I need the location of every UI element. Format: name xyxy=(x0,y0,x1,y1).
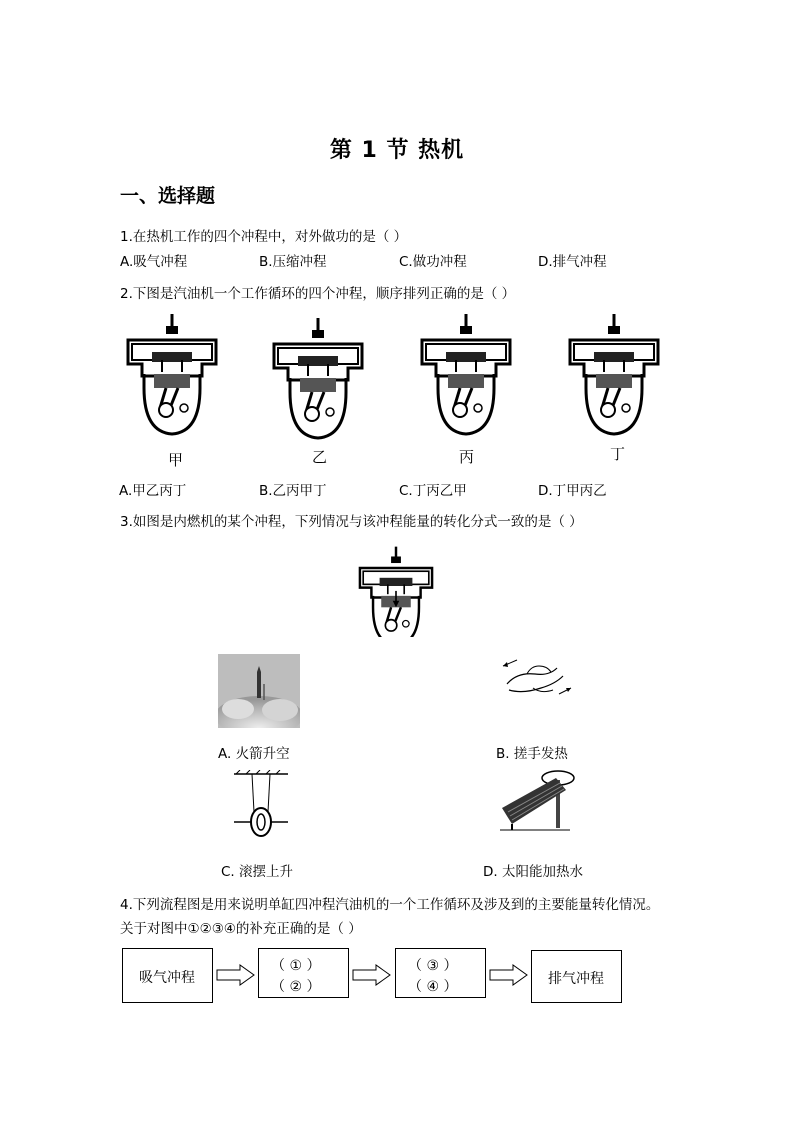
flow-arrow-3 xyxy=(489,964,529,986)
flow-box-3 xyxy=(395,948,486,998)
q1-option-d: D.排气冲程 xyxy=(538,254,607,270)
page-title: 第 1 节 热机 xyxy=(329,138,465,163)
question-4-stem-line1: 4.下列流程图是用来说明单缸四冲程汽油机的一个工作循环及涉及到的主要能量转化情况。 xyxy=(120,897,660,913)
engine-jia xyxy=(128,314,216,434)
engine-yi xyxy=(274,318,362,438)
flow-box-2 xyxy=(258,948,349,998)
engine-bing xyxy=(422,314,510,434)
rocket-launch-image xyxy=(218,654,300,728)
figure-label-jia: 甲 xyxy=(168,451,184,469)
rubbing-hands-image xyxy=(497,654,575,702)
q3-caption-c: C. 滚摆上升 xyxy=(221,864,294,880)
flow-blank-1: （ ① ） xyxy=(271,958,321,974)
flow-box-intake-label: 吸气冲程 xyxy=(139,970,195,986)
q2-option-c: C.丁丙乙甲 xyxy=(399,483,467,499)
flow-box-intake xyxy=(122,948,213,1003)
engine-strokes-figure xyxy=(118,312,678,442)
q3-caption-d: D. 太阳能加热水 xyxy=(483,864,583,880)
flow-box-exhaust-label: 排气冲程 xyxy=(548,971,604,987)
flow-arrow-1 xyxy=(216,964,256,986)
flow-box-exhaust xyxy=(531,950,622,1003)
q3-caption-a: A. 火箭升空 xyxy=(218,746,290,762)
q3-caption-b: B. 搓手发热 xyxy=(496,746,568,762)
question-2-stem: 2.下图是汽油机一个工作循环的四个冲程，顺序排列正确的是（ ） xyxy=(120,286,516,302)
maxwell-pendulum-image xyxy=(228,770,294,840)
q1-option-a: A.吸气冲程 xyxy=(120,254,188,270)
figure-label-ding: 丁 xyxy=(610,445,626,463)
q1-option-b: B.压缩冲程 xyxy=(259,254,327,270)
q2-option-b: B.乙丙甲丁 xyxy=(259,483,327,499)
solar-water-heater-image xyxy=(496,768,576,832)
engine-single-figure xyxy=(355,545,439,637)
question-1-stem: 1.在热机工作的四个冲程中，对外做功的是（ ） xyxy=(120,229,408,245)
question-4-stem-line2: 关于对图中①②③④的补充正确的是（ ） xyxy=(120,921,362,937)
flow-arrow-2 xyxy=(352,964,392,986)
flow-blank-2: （ ② ） xyxy=(271,979,321,995)
q2-option-a: A.甲乙丙丁 xyxy=(119,483,187,499)
question-3-stem: 3.如图是内燃机的某个冲程，下列情况与该冲程能量的转化分式一致的是（ ） xyxy=(120,514,583,530)
q1-option-c: C.做功冲程 xyxy=(399,254,467,270)
engine-ding xyxy=(570,314,658,434)
figure-label-bing: 丙 xyxy=(459,448,475,466)
flow-blank-3: （ ③ ） xyxy=(408,958,458,974)
q2-option-d: D.丁甲丙乙 xyxy=(538,483,607,499)
flow-blank-4: （ ④ ） xyxy=(408,979,458,995)
section-heading: 一、选择题 xyxy=(120,185,216,207)
figure-label-yi: 乙 xyxy=(312,448,328,466)
